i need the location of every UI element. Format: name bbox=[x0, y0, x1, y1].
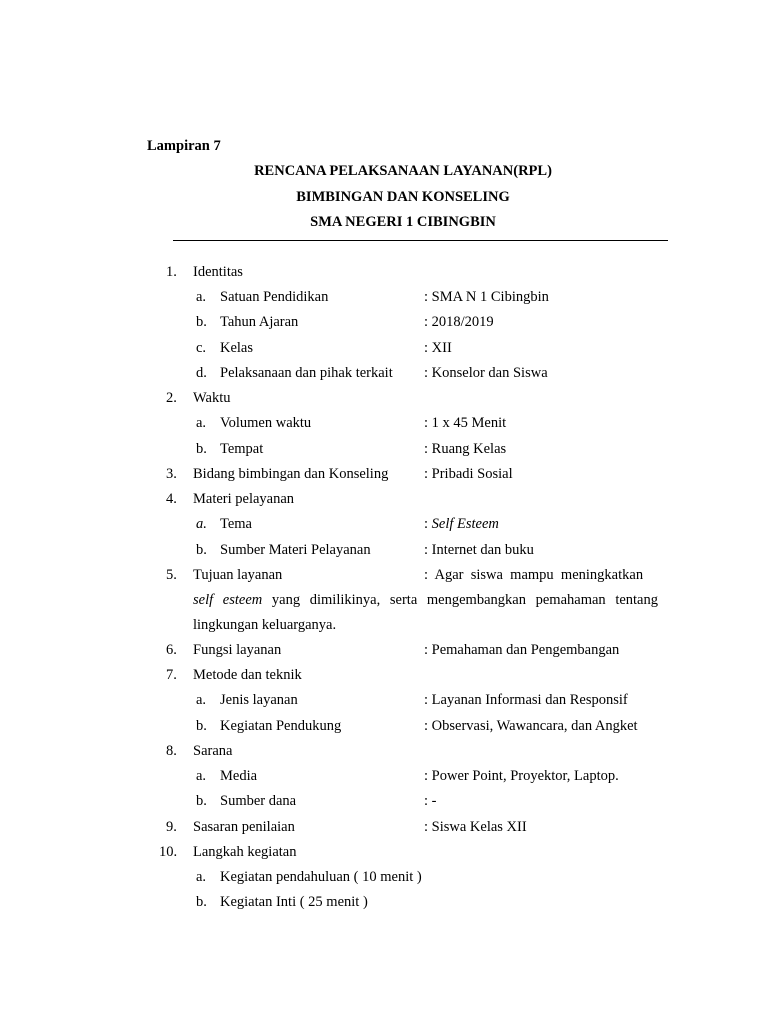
section-sarana-label: Sarana bbox=[193, 743, 233, 759]
tujuan-layanan-line-2 bbox=[193, 591, 658, 609]
satuan-pendidikan-label: Satuan Pendidikan bbox=[220, 289, 329, 305]
satuan-pendidikan-value: : SMA N 1 Cibingbin bbox=[424, 289, 549, 305]
kegiatan-pendukung-value: : Observasi, Wawancara, dan Angket bbox=[424, 718, 638, 734]
tema-colon: : bbox=[424, 516, 432, 532]
lampiran-label: Lampiran 7 bbox=[147, 138, 221, 154]
kegiatan-inti-label: Kegiatan Inti ( 25 menit ) bbox=[220, 894, 368, 910]
section-number: 9. bbox=[166, 819, 177, 835]
item-marker: a. bbox=[196, 415, 207, 431]
tujuan-layanan-line-3: lingkungan keluarganya. bbox=[193, 617, 337, 633]
media-value: : Power Point, Proyektor, Laptop. bbox=[424, 768, 619, 784]
media-label: Media bbox=[220, 768, 258, 784]
kelas-value: : XII bbox=[424, 340, 452, 356]
section-waktu-label: Waktu bbox=[193, 390, 231, 406]
tujuan-layanan-value: : Agar siswa mampu meningkatkan bbox=[424, 567, 644, 583]
sasaran-penilaian-value: : Siswa Kelas XII bbox=[424, 819, 527, 835]
tema-label: Tema bbox=[220, 516, 252, 532]
kegiatan-pendahuluan-label: Kegiatan pendahuluan ( 10 menit ) bbox=[220, 869, 422, 885]
item-marker: a. bbox=[196, 692, 207, 708]
item-marker: b. bbox=[196, 793, 207, 809]
tema-value bbox=[424, 515, 499, 533]
tujuan-layanan-label: Tujuan layanan bbox=[193, 567, 283, 583]
section-number: 7. bbox=[166, 667, 177, 683]
tahun-ajaran-label: Tahun Ajaran bbox=[220, 314, 299, 330]
section-number: 2. bbox=[166, 390, 177, 406]
section-number: 8. bbox=[166, 743, 177, 759]
fungsi-layanan-value: : Pemahaman dan Pengembangan bbox=[424, 642, 620, 658]
tempat-value: : Ruang Kelas bbox=[424, 441, 507, 457]
sumber-dana-value: : - bbox=[424, 793, 437, 809]
item-marker: a. bbox=[196, 289, 207, 305]
section-number: 6. bbox=[166, 642, 177, 658]
sumber-materi-label: Sumber Materi Pelayanan bbox=[220, 542, 371, 558]
section-materi-label: Materi pelayanan bbox=[193, 491, 295, 507]
item-marker: b. bbox=[196, 441, 207, 457]
item-marker: a. bbox=[196, 768, 207, 784]
section-metode-label: Metode dan teknik bbox=[193, 667, 302, 683]
sumber-materi-value: : Internet dan buku bbox=[424, 542, 534, 558]
fungsi-layanan-label: Fungsi layanan bbox=[193, 642, 282, 658]
item-marker: a. bbox=[196, 869, 207, 885]
item-marker: a. bbox=[196, 516, 207, 532]
section-number: 3. bbox=[166, 466, 177, 482]
document-title-line-2: BIMBINGAN DAN KONSELING bbox=[296, 189, 510, 205]
pelaksanaan-value: : Konselor dan Siswa bbox=[424, 365, 548, 381]
pelaksanaan-label: Pelaksanaan dan pihak terkait bbox=[220, 365, 393, 381]
section-identitas-label: Identitas bbox=[193, 264, 243, 280]
section-number: 5. bbox=[166, 567, 177, 583]
section-langkah-label: Langkah kegiatan bbox=[193, 844, 297, 860]
section-number: 4. bbox=[166, 491, 177, 507]
bidang-bimbingan-label: Bidang bimbingan dan Konseling bbox=[193, 466, 389, 482]
item-marker: d. bbox=[196, 365, 207, 381]
document-title-line-3: SMA NEGERI 1 CIBINGBIN bbox=[310, 214, 496, 230]
jenis-layanan-label: Jenis layanan bbox=[220, 692, 298, 708]
bidang-bimbingan-value: : Pribadi Sosial bbox=[424, 466, 513, 482]
tema-text: Self Esteem bbox=[431, 516, 499, 532]
tempat-label: Tempat bbox=[220, 441, 264, 457]
sumber-dana-label: Sumber dana bbox=[220, 793, 297, 809]
sasaran-penilaian-label: Sasaran penilaian bbox=[193, 819, 295, 835]
kegiatan-pendukung-label: Kegiatan Pendukung bbox=[220, 718, 342, 734]
tujuan-line-2-text: yang dimilikinya, serta mengembangkan pemahaman tentang bbox=[262, 592, 658, 608]
kelas-label: Kelas bbox=[220, 340, 254, 356]
item-marker: b. bbox=[196, 314, 207, 330]
tahun-ajaran-value: : 2018/2019 bbox=[424, 314, 494, 330]
item-marker: b. bbox=[196, 542, 207, 558]
header-divider bbox=[173, 240, 668, 241]
tujuan-italic-term: self esteem bbox=[193, 592, 263, 608]
item-marker: b. bbox=[196, 718, 207, 734]
section-number: 1. bbox=[166, 264, 177, 280]
item-marker: b. bbox=[196, 894, 207, 910]
volumen-waktu-label: Volumen waktu bbox=[220, 415, 312, 431]
volumen-waktu-value: : 1 x 45 Menit bbox=[424, 415, 507, 431]
jenis-layanan-value: : Layanan Informasi dan Responsif bbox=[424, 692, 628, 708]
item-marker: c. bbox=[196, 340, 207, 356]
section-number: 10. bbox=[159, 844, 178, 860]
document-title-line-1: RENCANA PELAKSANAAN LAYANAN(RPL) bbox=[254, 163, 552, 179]
